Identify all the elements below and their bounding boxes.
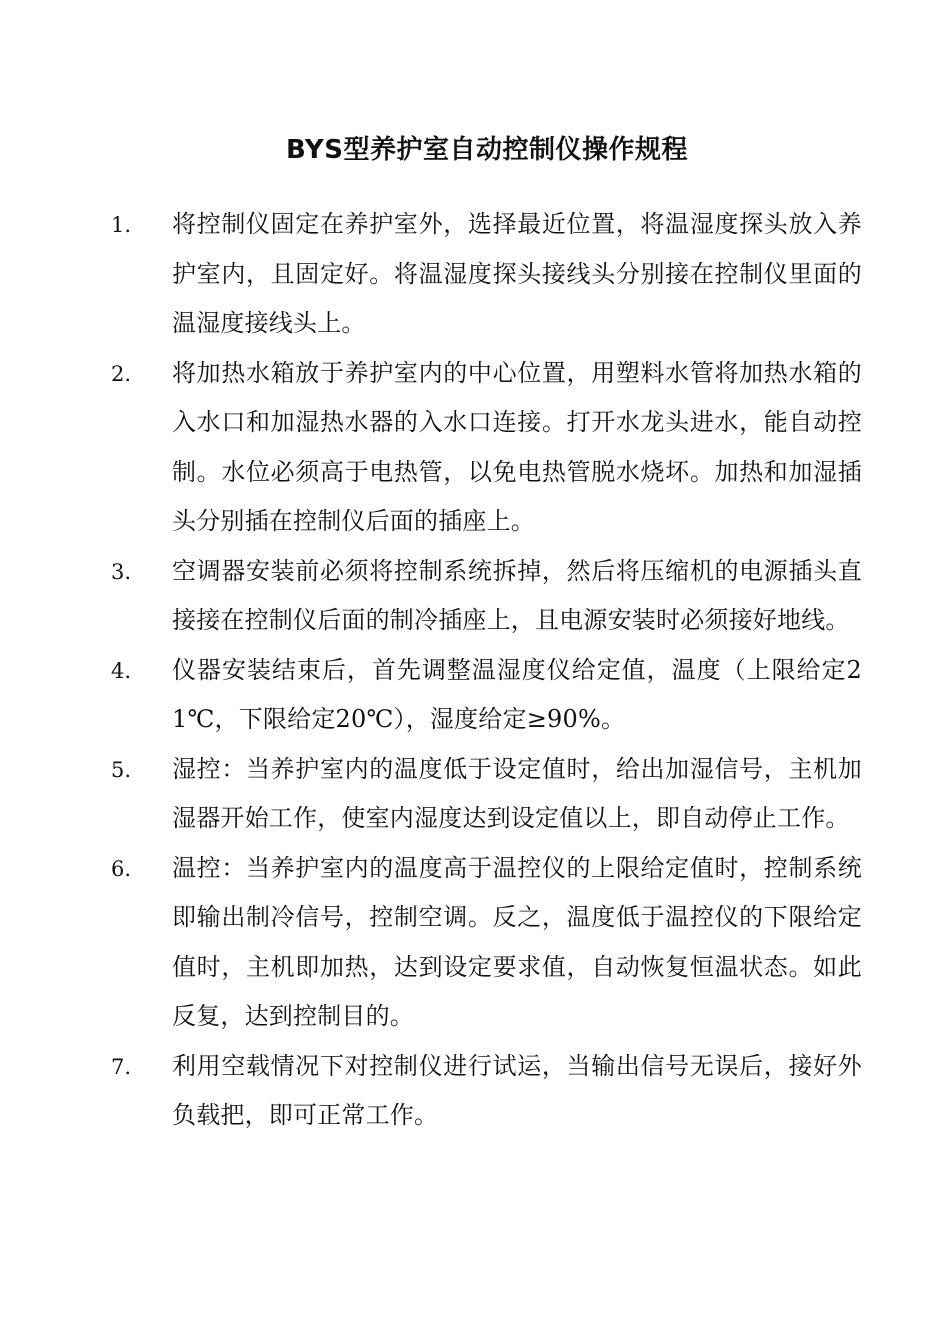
step-number: 2. [111,361,132,386]
step-number: 5. [111,757,132,782]
step-item [0,646,950,745]
procedure-steps [0,200,950,1141]
document-title: BYS型养护室自动控制仪操作规程 [286,135,688,165]
step-number: 6. [111,856,132,881]
step-text: 湿控：当养护室内的温度低于设定值时，给出加湿信号，主机加湿器开始工作，使室内湿度达到设定值以上，即自动停止工作。 [172,754,862,832]
step-text: 利用空载情况下对控制仪进行试运，当输出信号无误后，接好外负载把，即可正常工作。 [172,1051,862,1129]
step-item [0,745,950,844]
step-number: 4. [111,658,132,683]
step-item [0,547,950,646]
step-item [0,1042,950,1141]
step-number: 1. [111,213,132,237]
step-text: 将加热水箱放于养护室内的中心位置，用塑料水管将加热水箱的入水口和加湿热水器的入水口连接。打开水龙头进水，能自动控制。水位必须高于电热管，以免电热管脱水烧坏。加热和加湿插头分别插在控制仪后面的插座上。 [172,358,862,535]
step-item [0,844,950,1042]
step-item [0,200,950,349]
step-text: 仪器安装结束后，首先调整温湿度仪给定值，温度（上限给定21℃，下限给定20℃），湿度给定≥90%。 [172,655,862,733]
step-number: 7. [111,1054,132,1079]
step-number: 3. [111,559,132,584]
step-text: 空调器安装前必须将控制系统拆掉，然后将压缩机的电源插头直接接在控制仪后面的制冷插座上，且电源安装时必须接好地线。 [172,556,862,634]
step-text: 温控：当养护室内的温度高于温控仪的上限给定值时，控制系统即输出制冷信号，控制空调。反之，温度低于温控仪的下限给定值时，主机即加热，达到设定要求值，自动恢复恒温状态。如此反复，达到控制目的。 [172,853,862,1030]
step-item [0,349,950,547]
step-text: 将控制仪固定在养护室外，选择最近位置，将温湿度探头放入养护室内，且固定好。将温湿度探头接线头分别接在控制仪里面的温湿度接线头上。 [172,210,862,337]
